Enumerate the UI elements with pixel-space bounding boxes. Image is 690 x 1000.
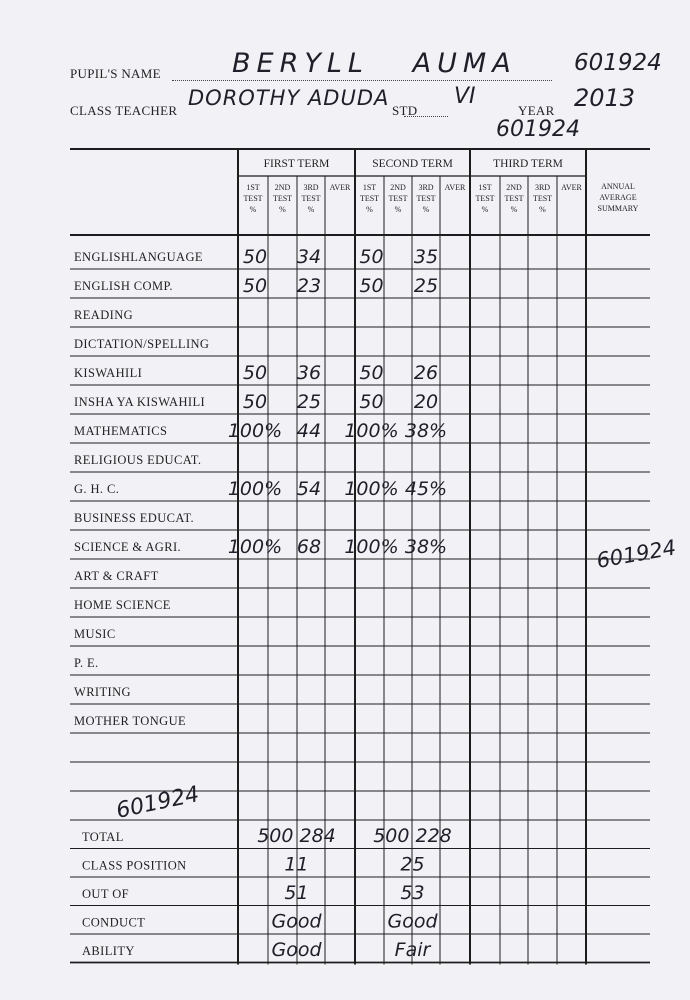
test-header: 3RD <box>303 183 319 192</box>
test-header: TEST <box>475 194 495 203</box>
test-header: TEST <box>301 194 321 203</box>
subject-label: KISWAHILI <box>74 366 143 380</box>
first-term-test-3-mark: 34 <box>296 246 322 268</box>
test-header: % <box>249 205 257 214</box>
first-term-footer-value: 11 <box>284 853 309 876</box>
second-term-test-1-mark: 100% <box>344 536 399 558</box>
footer-label: CONDUCT <box>82 915 146 930</box>
test-header: TEST <box>359 194 380 203</box>
test-header: TEST <box>416 194 436 203</box>
test-header: % <box>279 205 286 214</box>
first-term-footer-value: Good <box>271 910 322 933</box>
second-term-test-3-mark: 35 <box>413 246 439 268</box>
subject-labels <box>74 250 209 728</box>
id-stamp-bottom: 601924 <box>114 781 202 824</box>
subject-label: INSHA YA KISWAHILI <box>74 395 206 409</box>
footer-rows <box>82 825 452 961</box>
table-headers <box>243 158 638 214</box>
id-stamp-top: 601924 <box>496 117 580 142</box>
subject-label: P. E. <box>74 656 99 670</box>
test-header: % <box>422 205 430 214</box>
subject-label: READING <box>74 308 134 322</box>
second-term-test-1-mark: 50 <box>359 275 384 297</box>
subject-label: DICTATION/SPELLING <box>74 337 210 351</box>
first-term-test-3-mark: 54 <box>296 478 322 500</box>
first-term-footer-value: 51 <box>284 882 309 904</box>
subject-label: MUSIC <box>74 627 116 641</box>
test-header: 2ND <box>274 183 291 192</box>
second-term-test-1-mark: 100% <box>344 420 399 442</box>
first-term-test-3-mark: 23 <box>296 275 322 297</box>
first-term-test-1-mark: 50 <box>242 275 268 297</box>
second-term-test-3-mark: 45% <box>404 478 448 500</box>
footer-label: CLASS POSITION <box>82 858 187 873</box>
first-term-footer-value: 500 284 <box>257 825 336 847</box>
pupil-name-label: PUPIL'S NAME <box>70 66 161 81</box>
test-header: % <box>510 205 518 214</box>
annual-summary-header: ANNUAL <box>601 182 635 191</box>
first-term-test-1-mark: 100% <box>227 536 283 558</box>
test-header: % <box>394 205 402 214</box>
first-term-test-1-mark: 50 <box>242 391 268 413</box>
class-teacher-value: DOROTHY ADUDA <box>188 86 390 110</box>
subject-label: MOTHER TONGUE <box>74 714 187 728</box>
test-header: 2ND <box>506 183 522 192</box>
second-term-test-3-mark: 25 <box>413 275 439 297</box>
term-header: FIRST TERM <box>263 158 330 170</box>
first-term-test-1-mark: 100% <box>227 478 283 500</box>
first-term-test-3-mark: 68 <box>296 536 322 558</box>
footer-label: OUT OF <box>82 887 129 901</box>
test-header: 1ST <box>246 183 260 192</box>
footer-label: TOTAL <box>82 830 124 844</box>
second-term-test-3-mark: 26 <box>413 362 439 384</box>
test-header: TEST <box>272 194 293 203</box>
class-teacher-label: CLASS TEACHER <box>70 103 178 118</box>
second-term-test-1-mark: 50 <box>359 246 384 268</box>
test-header: AVER <box>329 183 351 192</box>
subject-label: MATHEMATICS <box>74 424 168 438</box>
subject-label: BUSINESS EDUCAT. <box>74 511 195 525</box>
first-term-footer-value: Good <box>271 939 322 961</box>
subject-label: G. H. C. <box>74 482 120 496</box>
std-label: STD <box>392 103 418 118</box>
test-header: TEST <box>532 194 553 203</box>
subject-label: ENGLISHLANGUAGE <box>74 250 203 264</box>
second-term-footer-value: Good <box>387 910 438 933</box>
test-header: 2ND <box>390 183 406 192</box>
second-term-test-1-mark: 50 <box>359 362 384 384</box>
test-header: TEST <box>388 194 408 203</box>
second-term-test-3-mark: 38% <box>404 536 448 558</box>
year-label: YEAR <box>518 103 555 118</box>
second-term-test-3-mark: 38% <box>404 420 448 442</box>
test-header: 3RD <box>418 183 434 192</box>
subject-label: WRITING <box>74 685 131 699</box>
year-value: 2013 <box>574 84 636 112</box>
second-term-footer-value: 500 228 <box>373 825 452 847</box>
term-header: THIRD TERM <box>493 158 563 170</box>
subject-label: HOME SCIENCE <box>74 598 171 612</box>
test-header: % <box>307 205 315 214</box>
subject-label: ENGLISH COMP. <box>74 279 173 293</box>
test-header: TEST <box>504 194 524 203</box>
test-header: TEST <box>243 194 263 203</box>
first-term-test-1-mark: 50 <box>242 246 268 268</box>
test-header: % <box>366 205 373 214</box>
first-term-test-1-mark: 100% <box>227 420 283 442</box>
test-header: AVER <box>444 183 466 192</box>
std-value: VI <box>454 84 476 109</box>
second-term-test-3-mark: 20 <box>413 391 439 413</box>
footer-label: ABILITY <box>82 944 135 958</box>
first-term-test-3-mark: 36 <box>296 362 322 384</box>
id-stamp-side: 601924 <box>594 535 678 573</box>
first-term-test-3-mark: 25 <box>296 391 322 413</box>
second-term-footer-value: 53 <box>400 882 425 904</box>
second-term-footer-value: Fair <box>394 939 431 961</box>
pupil-id-value: 601924 <box>574 50 662 76</box>
subject-label: RELIGIOUS EDUCAT. <box>74 453 202 467</box>
first-term-test-1-mark: 50 <box>242 362 268 384</box>
subject-label: ART & CRAFT <box>74 569 159 583</box>
pupil-name-value: BERYLL AUMA <box>232 48 517 79</box>
annual-summary-header: SUMMARY <box>597 204 639 213</box>
second-term-test-1-mark: 100% <box>344 478 399 500</box>
subject-label: SCIENCE & AGRI. <box>74 540 182 554</box>
test-header: 1ST <box>478 183 492 192</box>
test-header: % <box>539 205 546 214</box>
second-term-test-1-mark: 50 <box>359 391 384 413</box>
first-term-test-3-mark: 44 <box>296 420 322 442</box>
test-header: AVER <box>561 183 582 192</box>
hand-written-marks <box>228 246 447 558</box>
test-header: 1ST <box>362 183 377 192</box>
second-term-footer-value: 25 <box>400 853 425 876</box>
term-header: SECOND TERM <box>372 158 453 170</box>
annual-summary-header: AVERAGE <box>599 193 637 202</box>
id-stamps <box>114 535 678 824</box>
test-header: % <box>481 205 489 214</box>
test-header: 3RD <box>534 183 551 192</box>
